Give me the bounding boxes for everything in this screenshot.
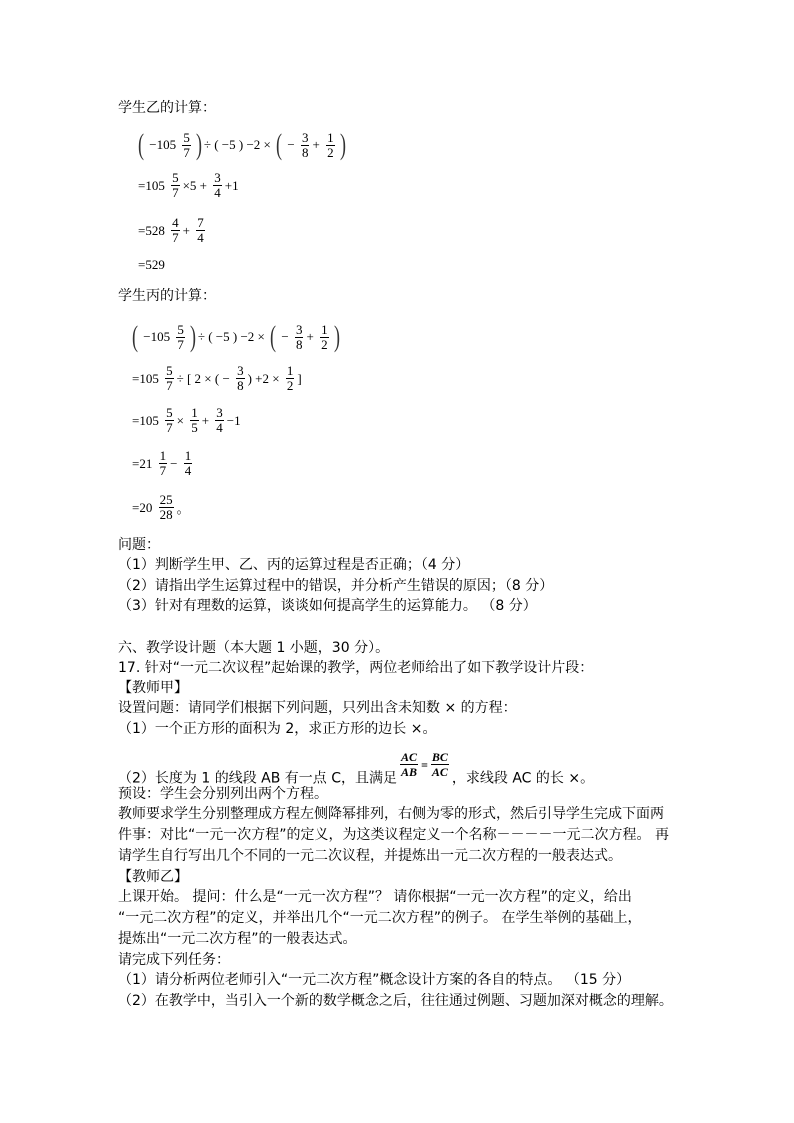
fraction [295, 323, 304, 352]
fraction-denominator: 4 [216, 420, 223, 435]
frac-numerator: BC [431, 750, 448, 764]
fraction [213, 171, 222, 200]
fraction-numerator: 5 [166, 405, 173, 420]
fraction-denominator: 7 [177, 336, 184, 352]
fraction [196, 216, 205, 245]
teacher-yi-para-2: “一元二次方程”的定义，并举出几个“一元二次方程”的例子。 在学生举例的基础上， [118, 910, 642, 926]
fraction [326, 131, 335, 160]
question-1: （1）判断学生甲、乙、丙的运算过程是否正确；（4 分） [118, 557, 470, 573]
teacher-yi-heading: 【教师乙】 [118, 869, 188, 885]
teacher-jia-para-2: 件事：对比“一元一次方程”的定义，为这类议程定义一个名称－－－－一元二次方程。 再 [118, 827, 669, 843]
fraction [165, 364, 174, 393]
math-line [138, 171, 239, 200]
math-text: ÷ ( −5 ) −2 × [203, 137, 275, 152]
fraction-denominator: 2 [321, 336, 328, 352]
tasks-heading: 请完成下列任务： [118, 952, 230, 968]
math-text: −105 [140, 329, 174, 344]
fraction-numerator: 1 [286, 363, 294, 378]
fraction-numerator: 7 [197, 215, 204, 230]
math-text: 。 [176, 501, 190, 516]
fraction-numerator: 3 [301, 129, 309, 145]
question-2: （2）请指出学生运算过程中的错误，并分析产生错误的原因；（8 分） [118, 578, 554, 594]
math-text: ÷ ( −5 ) −2 × [197, 329, 269, 344]
equals-sign: = [421, 757, 428, 772]
teacher-yi-para-3: 提炼出“一元二次方程”的一般表达式。 [118, 931, 357, 947]
fraction-numerator: 3 [295, 321, 303, 337]
math-text: =529 [138, 257, 165, 272]
fraction-numerator: 4 [172, 215, 179, 230]
math-line [132, 449, 195, 478]
fraction-denominator: 8 [295, 336, 303, 352]
fraction-numerator: 3 [216, 405, 223, 420]
fraction [165, 406, 174, 435]
fraction-numerator: 1 [159, 448, 167, 463]
math-line [138, 257, 165, 273]
math-line [130, 322, 342, 352]
fraction [182, 131, 191, 160]
teacher-jia-para-1: 教师要求学生分别整理成方程左侧降幂排列，右侧为零的形式，然后引导学生完成下面两 [118, 806, 664, 822]
setup-question: 设置问题：请同学们根据下列问题，只列出含未知数 × 的方程： [118, 700, 517, 716]
math-text: =21 [132, 455, 156, 471]
large-parenthesis: ( [276, 128, 283, 161]
math-text: ×5 + [182, 177, 211, 193]
math-text: + [182, 222, 194, 238]
fraction-numerator: 1 [327, 129, 334, 145]
large-parenthesis: ( [132, 320, 138, 353]
math-text: −1 [226, 412, 241, 428]
fraction-denominator: 4 [197, 230, 204, 245]
math-line [136, 130, 348, 160]
math-text: × [176, 412, 188, 428]
fraction-numerator: 5 [166, 363, 173, 378]
fraction [171, 171, 180, 200]
math-line [132, 406, 241, 435]
teacher-jia-heading: 【教师甲】 [118, 680, 188, 696]
questions-heading: 问题： [118, 537, 160, 553]
student-bing-heading: 学生丙的计算： [118, 288, 216, 304]
frac-denominator: AC [431, 765, 448, 779]
large-parenthesis: ) [333, 320, 340, 353]
math-line [138, 216, 208, 245]
fraction [159, 449, 168, 478]
math-text: =528 [138, 222, 169, 238]
fraction-numerator: 25 [159, 492, 173, 507]
math-line [132, 364, 302, 393]
fraction-numerator: 1 [184, 448, 192, 463]
fraction-denominator: 7 [183, 144, 190, 160]
student-yi-heading: 学生乙的计算： [118, 100, 216, 116]
large-parenthesis: ) [189, 320, 196, 353]
math-text: + [306, 329, 318, 344]
fraction-numerator: 5 [177, 321, 184, 337]
fraction-denominator: 7 [172, 230, 179, 245]
fraction-denominator: 7 [172, 185, 179, 200]
fraction-numerator: 1 [191, 405, 198, 420]
setup-item-2-text-a: （2）长度为 1 的线段 AB 有一点 C，且满足 [118, 770, 398, 787]
setup-item-1: （1）一个正方形的面积为 2，求正方形的边长 ×。 [118, 721, 437, 737]
large-parenthesis: ( [138, 128, 144, 161]
frac-denominator: AB [401, 765, 418, 779]
fraction-numerator: 3 [237, 363, 244, 378]
math-line [132, 493, 190, 522]
fraction [286, 364, 295, 393]
math-text: =105 [132, 370, 163, 386]
fraction [184, 449, 193, 478]
large-parenthesis: ) [195, 128, 202, 161]
setup-item-2-text-b: ，求线段 AC 的长 ×。 [451, 770, 595, 787]
math-text: ÷ [ 2 × ( − [176, 370, 234, 386]
math-text: =20 [132, 499, 156, 515]
large-parenthesis: ) [339, 128, 346, 161]
fraction-numerator: 5 [172, 170, 179, 185]
fraction [301, 131, 310, 160]
math-text: =105 [132, 412, 163, 428]
problem-17: 17. 针对“一元二次议程”起始课的教学，两位老师给出了如下教学设计片段： [118, 660, 594, 676]
preset: 预设：学生会分别列出两个方程。 [118, 786, 328, 802]
section-6-heading: 六、教学设计题（本大题 1 小题，30 分）。 [118, 640, 390, 656]
math-text: − [170, 455, 181, 471]
fraction [171, 216, 180, 245]
fraction-numerator: 5 [183, 129, 190, 145]
fraction-denominator: 7 [159, 463, 167, 478]
teacher-yi-para-1: 上课开始。 提问：什么是“一元一次方程”？ 请你根据“一元一次方程”的定义，给出 [118, 889, 632, 905]
fraction [176, 323, 185, 352]
fraction [215, 406, 224, 435]
fraction-denominator: 28 [159, 507, 173, 522]
fraction [159, 493, 174, 522]
fraction [236, 364, 245, 393]
math-text: − [284, 137, 298, 152]
fraction [190, 406, 199, 435]
question-3: （3）针对有理数的运算，谈谈如何提高学生的运算能力。 （8 分） [118, 598, 537, 614]
large-parenthesis: ( [270, 320, 277, 353]
fraction-denominator: 4 [214, 185, 221, 200]
fraction-denominator: 2 [327, 144, 334, 160]
math-text: =105 [138, 177, 169, 193]
math-text: − [278, 329, 292, 344]
fraction-numerator: 1 [321, 321, 328, 337]
frac-numerator: AC [401, 750, 418, 764]
math-text: ] [297, 370, 302, 386]
fraction-denominator: 5 [191, 420, 198, 435]
math-text: + [201, 412, 213, 428]
math-text: +1 [224, 177, 239, 193]
math-text: + [312, 137, 324, 152]
fraction-numerator: 3 [214, 170, 221, 185]
fraction [320, 323, 329, 352]
ratio-equation [397, 750, 452, 779]
teacher-jia-para-3: 请学生自行写出几个不同的一元二次议程，并提炼出一元二次方程的一般表达式。 [118, 848, 622, 864]
task-2: （2）在教学中，当引入一个新的数学概念之后，往往通过例题、习题加深对概念的理解。 [118, 993, 673, 1009]
task-1: （1）请分析两位老师引入“一元二次方程”概念设计方案的各自的特点。 （15 分） [118, 972, 631, 988]
math-text: −105 [146, 137, 180, 152]
fraction-denominator: 8 [301, 144, 309, 160]
fraction-denominator: 4 [184, 463, 192, 478]
math-text: ) +2 × [247, 370, 283, 386]
fraction-denominator: 7 [166, 420, 173, 435]
fraction-denominator: 7 [166, 378, 173, 393]
fraction-denominator: 2 [286, 378, 294, 393]
fraction-denominator: 8 [237, 378, 244, 393]
